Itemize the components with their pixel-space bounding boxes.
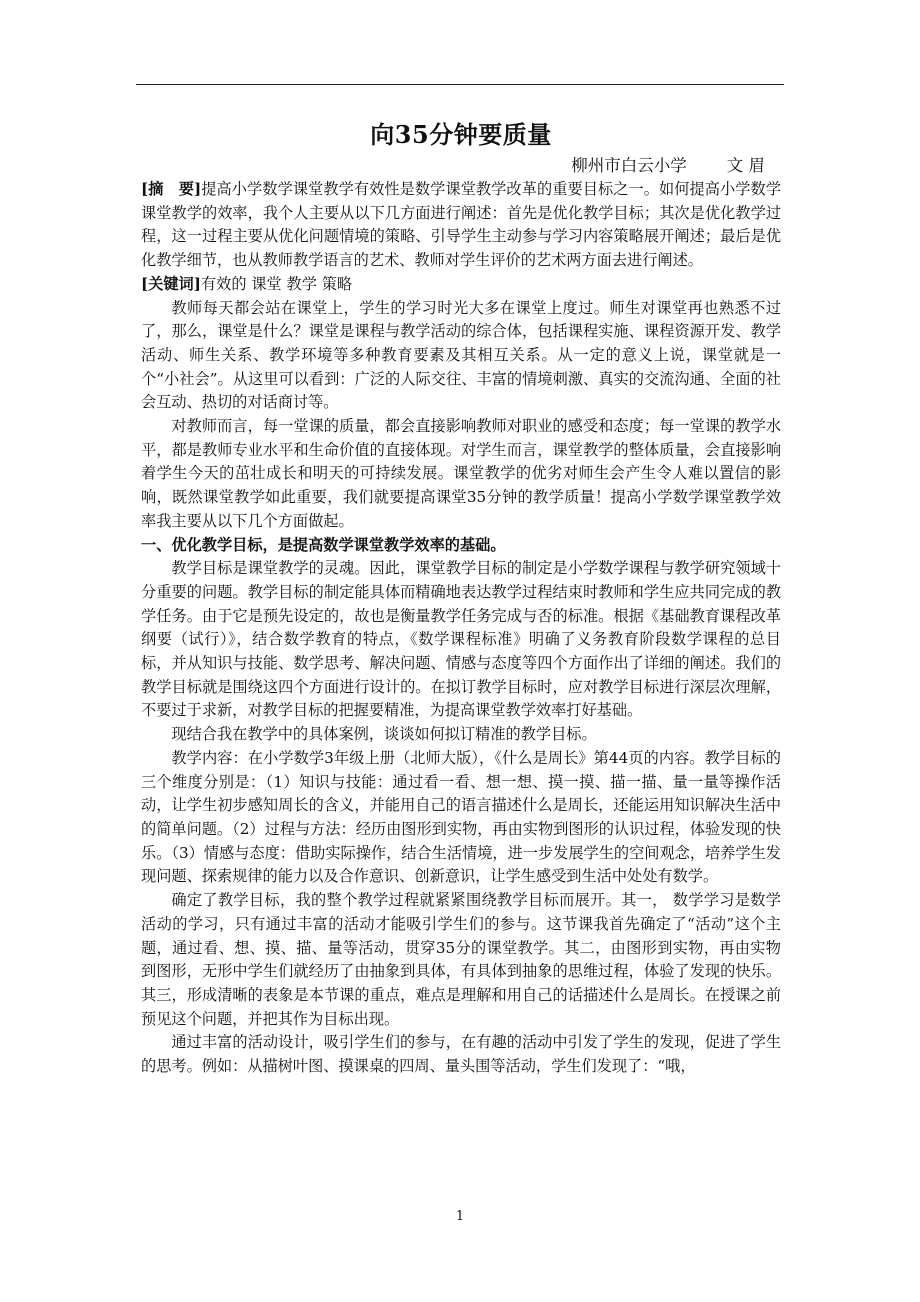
paragraph-7: 通过丰富的活动设计，吸引学生们的参与，在有趣的活动中引发了学生的发现，促进了学生的思考。例如：从描树叶图、摸课桌的四周、量头围等活动，学生们发现了：“哦，	[141, 1033, 781, 1076]
paragraph-2: 对教师而言，每一堂课的质量，都会直接影响教师对职业的感受和态度；每一堂课的教学水平，都是教师专业水平和生命价值的直接体现。对学生而言，课堂教学的整体质量，会直接影响着学生今天的茁壮成长和明天的可持续发展。课堂教学的优劣对师生会产生令人难以置信的影响，既然课堂教学如此重要，我们就要提高课堂35分钟的教学质量！提高小学数学课堂教学效率我主要从以下几个方面做起。	[141, 417, 781, 530]
author-school: 柳州市白云小学	[571, 156, 687, 175]
document-title: 向35分钟要质量	[370, 120, 552, 149]
page-number: 1	[455, 1209, 465, 1224]
header-rule	[136, 84, 784, 85]
keywords-text: 有效的 课堂 教学 策略	[200, 274, 353, 293]
abstract	[141, 178, 781, 273]
author-line	[141, 154, 765, 178]
section-heading-1: 一、优化教学目标，是提高数学课堂教学效率的基础。	[141, 535, 506, 554]
paragraph-3: 教学目标是课堂教学的灵魂。因此，课堂教学目标的制定是小学数学课程与教学研究领域十分重要的问题。教学目标的制定能具体而精确地表达教学过程结束时教师和学生应共同完成的教学任务。由于它是预先设定的，故也是衡量教学任务完成与否的标准。根据《基础教育课程改革纲要（试行）》，结合数学教育的特点，《数学课程标准》明确了义务教育阶段数学课程的总目标，并从知识与技能、数学思考、解决问题、情感与态度等四个方面作出了详细的阐述。我们的教学目标就是围绕这四个方面进行设计的。在拟订教学目标时，应对教学目标进行深层次理解，不要过于求新，对教学目标的把握要精准，为提高课堂教学效率打好基础。	[141, 559, 781, 720]
abstract-text: 提高小学数学课堂教学有效性是数学课堂教学改革的重要目标之一。如何提高小学数学课堂教学的效率，我个人主要从以下几方面进行阐述：首先是优化教学目标；其次是优化教学过程，这一过程主要从优化问题情境的策略、引导学生主动参与学习内容策略展开阐述；最后是优化教学细节，也从教师教学语言的艺术、教师对学生评价的艺术两方面去进行阐述。	[141, 180, 782, 270]
keywords-label: [关键词]	[141, 274, 201, 293]
keywords	[141, 273, 781, 297]
paragraph-5: 教学内容：在小学数学3年级上册（北师大版），《什么是周长》第44页的内容。教学目标的三个维度分别是：（1）知识与技能：通过看一看、想一想、摸一摸、描一描、量一量等操作活动，让学生初步感知周长的含义，并能用自己的语言描述什么是周长，还能运用知识解决生活中的简单问题。（2）过程与方法：经历由图形到实物，再由实物到图形的认识过程，体验发现的快乐。（3）情感与态度：借助实际操作，结合生活情境，进一步发展学生的空间观念，培养学生发现问题、探索规律的能力以及合作意识、创新意识，让学生感受到生活中处处有数学。	[141, 748, 781, 886]
paragraph-1: 教师每天都会站在课堂上，学生的学习时光大多在课堂上度过。师生对课堂再也熟悉不过了，那么，课堂是什么？课堂是课程与教学活动的综合体，包括课程实施、课程资源开发、教学活动、师生关系、教学环境等多种教育要素及其相互关系。从一定的意义上说，课堂就是一个“小社会”。从这里可以看到：广泛的人际交往、丰富的情境刺激、真实的交流沟通、全面的社会互动、热切的对话商讨等。	[141, 298, 781, 412]
paragraph-4: 现结合我在教学中的具体案例，谈谈如何拟订精准的教学目标。	[171, 725, 597, 744]
author-name: 文 眉	[726, 156, 765, 175]
document-body	[141, 118, 781, 1079]
abstract-label: [摘 要]	[141, 180, 202, 198]
paragraph-6: 确定了教学目标，我的整个教学过程就紧紧围绕教学目标而展开。其一， 数学学习是数学活动的学习，只有通过丰富的活动才能吸引学生们的参与。这节课我首先确定了“活动”这个主题，通过看、想、摸、描、量等活动，贯穿35分的课堂教学。其二，由图形到实物，再由实物到图形，无形中学生们就经历了由抽象到具体，有具体到抽象的思维过程，体验了发现的快乐。其三，形成清晰的表象是本节课的重点，难点是理解和用自己的话描述什么是周长。在授课之前预见这个问题，并把其作为目标出现。	[141, 891, 781, 1028]
